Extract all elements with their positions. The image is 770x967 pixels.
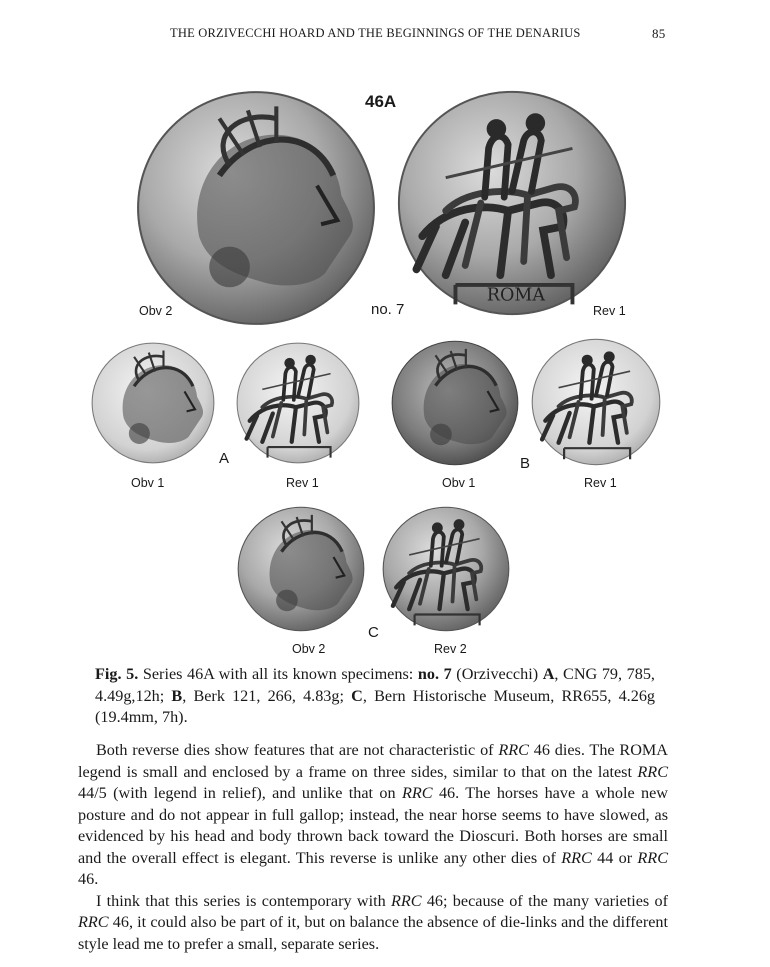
body-text	[78, 740, 668, 955]
coin-b-reverse	[530, 336, 662, 468]
roma-legend: ROMA	[486, 285, 546, 306]
coin-c-obverse	[236, 504, 366, 634]
group-b-letter: B	[520, 455, 531, 472]
figure-caption: Fig. 5. Series 46A with all its known specimens: no. 7 (Orzivecchi) A, CNG 79, 785, 4.49g,12h; B, Berk 121, 266, 4.83g; C, Bern Historische Museum, RR655, 4.26g (19.4mm, 7h).	[95, 665, 656, 726]
page-number: 85	[652, 26, 666, 41]
group-a-obverse-label: Obv 1	[131, 476, 165, 490]
group-b-reverse-label: Rev 1	[584, 476, 617, 490]
coin-a-reverse	[228, 340, 368, 466]
coin-c-reverse	[381, 504, 511, 634]
paragraph-1: Both reverse dies show features that are not characteristic of RRC 46 dies. The ROMA legend is small and enclosed by a frame on three sides, similar to that on the latest RRC 44/5 (with legend in relief), and unlike that on RRC 46. The horses have a whole new posture and do not appear in full gallop; instead, the near horse seems to have slowed, as evidenced by his head and body thrown back toward the Dioscuri. Both horses are small and the overall effect is elegant. This reverse is unlike any other dies of RRC 44 or RRC 46.	[78, 741, 668, 888]
specimen-label: no. 7	[371, 301, 405, 318]
coin-top-obverse	[130, 86, 382, 330]
coin-top-reverse	[387, 86, 637, 320]
group-c-letter: C	[368, 624, 379, 641]
paragraph-2: I think that this series is contemporary with RRC 46; because of the many varieties of RRC 46, it could also be part of it, but on balance the absence of die-links and the different style lead me to prefer a small, separate series.	[78, 891, 668, 953]
group-c-obverse-label: Obv 2	[292, 642, 326, 656]
coin-b-obverse	[386, 338, 524, 468]
group-b-obverse-label: Obv 1	[442, 476, 476, 490]
series-label: 46A	[365, 92, 397, 111]
running-title: THE ORZIVECCHI HOARD AND THE BEGINNINGS OF THE DENARIUS	[170, 26, 581, 40]
group-a-reverse-label: Rev 1	[286, 476, 319, 490]
group-c-reverse-label: Rev 2	[434, 642, 467, 656]
group-a-letter: A	[219, 450, 230, 467]
caption-fig-label: Fig. 5.	[95, 665, 139, 683]
top-obverse-label: Obv 2	[139, 304, 173, 318]
coin-a-obverse	[87, 340, 219, 466]
top-reverse-label: Rev 1	[593, 304, 626, 318]
